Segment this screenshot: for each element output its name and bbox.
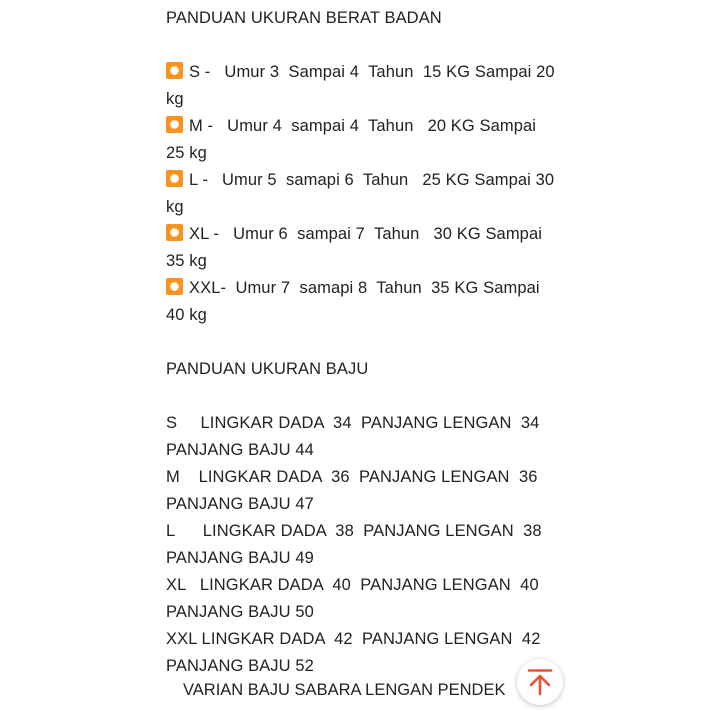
weight-item-continuation: 25 kg	[166, 144, 207, 162]
spacer	[166, 383, 566, 410]
weight-item-continuation: kg	[166, 198, 184, 216]
arrow-up-to-top-icon	[527, 668, 553, 696]
shirt-size-item: XL LINGKAR DADA 40 PANJANG LENGAN 40	[166, 576, 539, 594]
shirt-size-item-continuation: PANJANG BAJU 52	[166, 657, 314, 675]
orange-square-bullet-icon	[166, 116, 183, 133]
spacer	[166, 32, 566, 59]
shirt-size-item-continuation: PANJANG BAJU 44	[166, 441, 314, 459]
weight-item: S - Umur 3 Sampai 4 Tahun 15 KG Sampai 20	[166, 59, 566, 86]
weight-item-continuation: 40 kg	[166, 306, 207, 324]
shirt-size-item-continuation: PANJANG BAJU 49	[166, 549, 314, 567]
variant-note: VARIAN BAJU SABARA LENGAN PENDEK	[183, 681, 506, 699]
scroll-to-top-button[interactable]	[517, 659, 563, 705]
shirt-size-item: L LINGKAR DADA 38 PANJANG LENGAN 38	[166, 522, 542, 540]
weight-guide-title: PANDUAN UKURAN BERAT BADAN	[166, 9, 442, 27]
shirt-size-item-continuation: PANJANG BAJU 50	[166, 603, 314, 621]
orange-square-bullet-icon	[166, 62, 183, 79]
product-description	[166, 5, 566, 680]
spacer	[166, 329, 566, 356]
weight-item: L - Umur 5 samapi 6 Tahun 25 KG Sampai 30	[166, 167, 566, 194]
shirt-size-item: XXL LINGKAR DADA 42 PANJANG LENGAN 42	[166, 630, 541, 648]
orange-square-bullet-icon	[166, 278, 183, 295]
weight-item: XL - Umur 6 sampai 7 Tahun 30 KG Sampai	[166, 221, 566, 248]
orange-square-bullet-icon	[166, 224, 183, 241]
shirt-size-item: S LINGKAR DADA 34 PANJANG LENGAN 34	[166, 414, 540, 432]
shirt-size-item-continuation: PANJANG BAJU 47	[166, 495, 314, 513]
shirt-guide-title: PANDUAN UKURAN BAJU	[166, 360, 369, 378]
weight-item: XXL- Umur 7 samapi 8 Tahun 35 KG Sampai	[166, 275, 566, 302]
weight-item-continuation: kg	[166, 90, 184, 108]
weight-item-continuation: 35 kg	[166, 252, 207, 270]
weight-item: M - Umur 4 sampai 4 Tahun 20 KG Sampai	[166, 113, 566, 140]
orange-square-bullet-icon	[166, 170, 183, 187]
shirt-size-item: M LINGKAR DADA 36 PANJANG LENGAN 36	[166, 468, 538, 486]
